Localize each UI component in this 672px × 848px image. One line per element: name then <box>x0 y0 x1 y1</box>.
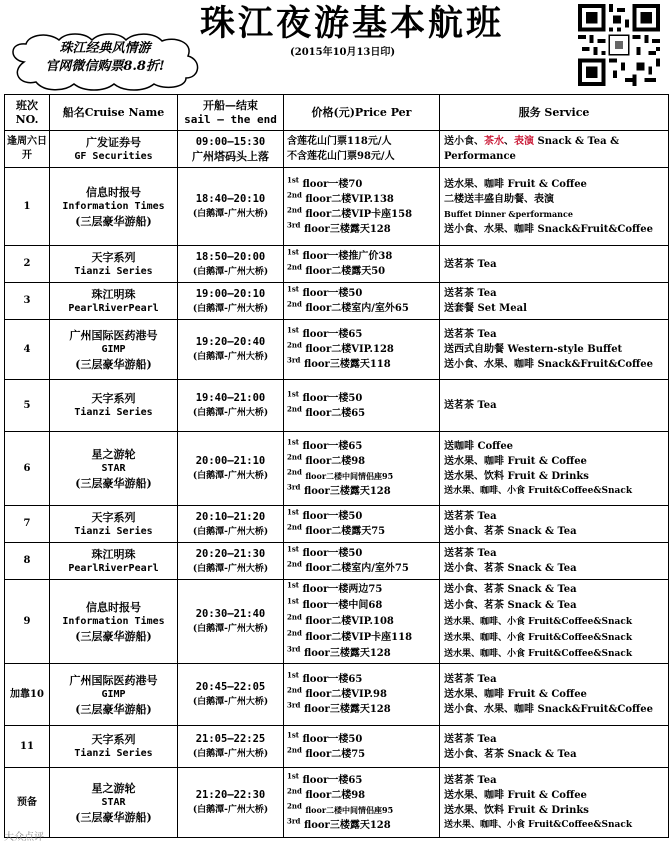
price-line: $^{2nd}$ floor二楼中间情侣座95 <box>287 802 394 815</box>
price-line: $^{2nd}$ floor二楼98 <box>287 453 366 467</box>
sail-route: (白鹅潭-广州大桥) <box>192 526 269 537</box>
cell-price <box>284 168 440 246</box>
promo-text <box>20 40 190 76</box>
service-line: 送水果、咖啡 Fruit & Coffee <box>444 178 587 190</box>
price-line: $^{1st}$ floor一楼65 <box>287 772 363 786</box>
sail-time: 19:40—21:00 <box>195 392 266 404</box>
service-line: 送茗茶 Tea <box>444 288 497 299</box>
service-line: 送小食、茗茶 Snack & Tea <box>444 526 577 537</box>
cell-price <box>284 664 440 726</box>
cell-time <box>178 168 284 246</box>
price-line: $^{2nd}$ floor二楼VIP.98 <box>287 687 387 700</box>
ship-name-cn: 珠江明珠 <box>91 547 136 561</box>
table-row <box>5 380 669 432</box>
cell-service <box>440 726 669 768</box>
price-line: $^{1st}$ floor一楼50 <box>287 286 363 299</box>
table-row <box>5 131 669 168</box>
header-price: 价格(元)Price Per <box>284 95 440 131</box>
service-line: 送水果、咖啡、小食 Fruit&Coffee&Snack <box>444 616 633 627</box>
ship-name-en: Tianzi Series <box>74 265 153 277</box>
sail-time: 21:20—22:30 <box>195 789 266 801</box>
cell-no: 9 <box>5 580 50 664</box>
table-row <box>5 768 669 838</box>
header-time-line1: 开船—结束 <box>203 98 258 112</box>
service-line: 送水果、咖啡 Fruit & Coffee <box>444 455 587 467</box>
sail-time: 18:40—20:10 <box>195 193 266 205</box>
table-row <box>5 664 669 726</box>
ship-note: (三层豪华游船) <box>75 702 152 716</box>
service-line: 送茗茶 Tea <box>444 774 497 786</box>
sail-time: 20:00—21:10 <box>195 455 266 467</box>
cell-service <box>440 283 669 320</box>
sail-route: (白鹅潭-广州大桥) <box>192 805 269 815</box>
cell-price <box>284 768 440 838</box>
ship-name-en: STAR <box>101 796 126 808</box>
cell-service <box>440 580 669 664</box>
sail-time: 20:45—22:05 <box>195 681 266 693</box>
ship-note: (三层豪华游船) <box>75 476 152 490</box>
service-line: 送咖啡 Coffee <box>444 440 514 452</box>
ship-name-cn: 广发证券号 <box>86 135 141 149</box>
cell-time <box>178 131 284 168</box>
price-line: $^{2nd}$ floor二楼室内/室外75 <box>287 561 409 574</box>
service-line: 送小食、茗茶 Snack & Tea <box>444 563 577 574</box>
service-line: 送小食、茗茶 Snack & Tea <box>444 599 577 611</box>
cell-ship <box>50 664 178 726</box>
service-line: 送小食、水果、咖啡 Snack&Fruit&Coffee <box>444 359 653 370</box>
service-line: 送水果、咖啡 Fruit & Coffee <box>444 689 587 700</box>
ship-name-cn: 珠江明珠 <box>91 287 136 301</box>
ship-name-cn: 天字系列 <box>91 510 136 524</box>
cell-time <box>178 768 284 838</box>
table-row <box>5 432 669 506</box>
watermark: 大众点评 <box>4 832 44 843</box>
cell-no: 6 <box>5 432 50 506</box>
service-line: 送茗茶 Tea <box>444 329 497 340</box>
price-line: $^{3rd}$ floor三楼露天118 <box>287 357 391 370</box>
cell-price <box>284 246 440 283</box>
price-line: $^{2nd}$ floor二楼VIP卡座118 <box>287 629 413 643</box>
cell-ship <box>50 580 178 664</box>
price-line: $^{1st}$ floor一楼两边75 <box>287 581 383 595</box>
header-time <box>178 95 284 131</box>
cell-ship <box>50 543 178 580</box>
sail-route: 广州塔码头上落 <box>192 149 269 163</box>
page-title: 珠江夜游基本航班 <box>200 3 505 44</box>
ship-name-en: Information Times <box>62 200 165 212</box>
cell-time <box>178 432 284 506</box>
service-line: 送西式自助餐 Western-style Buffet <box>444 344 623 355</box>
price-line: $^{1st}$ floor一楼50 <box>287 546 363 559</box>
price-line: 不含莲花山门票98元/人 <box>287 151 395 162</box>
cell-price <box>284 283 440 320</box>
price-line: $^{2nd}$ floor二楼65 <box>287 405 366 419</box>
price-line: $^{2nd}$ floor二楼98 <box>287 787 366 801</box>
sail-time: 19:00—20:10 <box>195 287 266 300</box>
table-row <box>5 320 669 380</box>
qr-code-icon <box>578 4 660 86</box>
cell-price <box>284 432 440 506</box>
cell-ship <box>50 726 178 768</box>
sail-time: 19:20—20:40 <box>195 336 266 348</box>
price-line: $^{1st}$ floor一楼65 <box>287 327 363 340</box>
cell-service <box>440 246 669 283</box>
ship-name-cn: 广州国际医药港号 <box>69 328 158 342</box>
price-line: $^{1st}$ floor一楼中间68 <box>287 597 383 611</box>
price-line: $^{2nd}$ floor二楼室内/室外65 <box>287 301 409 314</box>
ship-name-en: Tianzi Series <box>74 407 153 418</box>
sail-route: (白鹅潭-广州大桥) <box>192 209 269 219</box>
ship-name-cn: 信息时报号 <box>86 185 141 199</box>
service-line: 送小食、茗茶 Snack & Tea <box>444 748 577 760</box>
service-line: Performance <box>444 151 516 162</box>
service-line: 二楼送丰盛自助餐、表演 <box>444 193 554 205</box>
service-line: 送茗茶 Tea <box>444 258 497 270</box>
service-line: 送小食、水果、咖啡 Snack&Fruit&Coffee <box>444 223 653 235</box>
table-row <box>5 283 669 320</box>
ship-name-en: PearlRiverPearl <box>68 562 159 574</box>
ship-name-cn: 星之游轮 <box>91 447 136 461</box>
cell-no: 8 <box>5 543 50 580</box>
header-ship: 船名Cruise Name <box>50 95 178 131</box>
price-line: $^{3rd}$ floor三楼露天128 <box>287 817 391 831</box>
ship-name-cn: 天字系列 <box>91 392 136 405</box>
cell-service <box>440 664 669 726</box>
cell-ship <box>50 380 178 432</box>
cell-no: 预备 <box>5 768 50 838</box>
ship-note: (三层豪华游船) <box>75 810 152 824</box>
cell-service <box>440 506 669 543</box>
cell-price <box>284 380 440 432</box>
price-line: $^{3rd}$ floor三楼露天128 <box>287 483 391 497</box>
sail-time: 21:05—22:25 <box>195 733 266 745</box>
service-line: Buffet Dinner &performance <box>444 208 573 219</box>
cell-time <box>178 320 284 380</box>
cell-price <box>284 580 440 664</box>
cell-ship <box>50 320 178 380</box>
price-line: $^{2nd}$ floor二楼露天50 <box>287 264 386 277</box>
price-line: $^{3rd}$ floor三楼露天128 <box>287 221 391 235</box>
service-line: 送茗茶 Tea <box>444 733 497 745</box>
ship-name-cn: 信息时报号 <box>86 600 141 614</box>
price-line: $^{2nd}$ floor二楼中间情侣座95 <box>287 468 394 481</box>
ship-name-cn: 广州国际医药港号 <box>69 673 158 687</box>
sail-route: (白鹅潭-广州大桥) <box>192 471 269 481</box>
ship-name-en: STAR <box>101 462 126 474</box>
sail-time: 20:10—21:20 <box>195 510 266 523</box>
cell-no: 5 <box>5 380 50 432</box>
service-line: 送茗茶 Tea <box>444 548 497 559</box>
service-line: 送水果、咖啡、小食 Fruit&Coffee&Snack <box>444 648 633 659</box>
price-line: $^{1st}$ floor一楼推广价38 <box>287 249 393 262</box>
cell-no: 4 <box>5 320 50 380</box>
service-line: 送套餐 Set Meal <box>444 303 527 314</box>
cell-no: 11 <box>5 726 50 768</box>
promo-line-2: 官网微信购票8.8折! <box>45 59 165 74</box>
sail-time: 20:20—21:30 <box>195 547 266 560</box>
table-header-row <box>5 95 669 131</box>
sail-route: (白鹅潭-广州大桥) <box>192 408 269 418</box>
cell-service <box>440 168 669 246</box>
table-row <box>5 543 669 580</box>
cell-time <box>178 246 284 283</box>
price-line: $^{2nd}$ floor二楼VIP.108 <box>287 613 394 627</box>
table-row <box>5 506 669 543</box>
cell-service <box>440 320 669 380</box>
ship-name-en: Tianzi Series <box>74 525 153 537</box>
ship-note: (三层豪华游船) <box>75 357 152 371</box>
price-line: $^{1st}$ floor一楼70 <box>287 176 363 190</box>
cell-ship <box>50 283 178 320</box>
service-line: 送小食、水果、咖啡 Snack&Fruit&Coffee <box>444 704 653 715</box>
table-row <box>5 246 669 283</box>
ship-name-cn: 天字系列 <box>91 733 136 746</box>
service-line: 送茗茶 Tea <box>444 400 497 411</box>
price-line: $^{3rd}$ floor三楼露天128 <box>287 645 391 659</box>
price-line: $^{1st}$ floor一楼50 <box>287 390 363 404</box>
cell-time <box>178 726 284 768</box>
sail-route: (白鹅潭-广州大桥) <box>192 749 269 759</box>
service-line: 送水果、咖啡、小食 Fruit&Coffee&Snack <box>444 819 633 830</box>
price-line: $^{3rd}$ floor三楼露天128 <box>287 702 391 715</box>
cell-ship <box>50 131 178 168</box>
cell-service <box>440 432 669 506</box>
cell-time <box>178 580 284 664</box>
cell-time <box>178 283 284 320</box>
ship-name-en: Tianzi Series <box>74 748 153 759</box>
sail-route: (白鹅潭-广州大桥) <box>192 352 269 362</box>
service-line: 送小食、茗茶 Snack & Tea <box>444 583 577 595</box>
cell-no: 1 <box>5 168 50 246</box>
cell-service <box>440 768 669 838</box>
cell-ship <box>50 168 178 246</box>
ship-name-cn: 星之游轮 <box>91 781 136 795</box>
cell-service <box>440 543 669 580</box>
price-line: $^{2nd}$ floor二楼VIP卡座158 <box>287 206 413 220</box>
cell-time <box>178 543 284 580</box>
service-line: 送小食、茶水、表演 Snack & Tea & <box>444 136 620 147</box>
cell-price <box>284 726 440 768</box>
sail-route: (白鹅潭-广州大桥) <box>192 563 269 574</box>
cell-ship <box>50 768 178 838</box>
service-line: 送水果、咖啡、小食 Fruit&Coffee&Snack <box>444 485 633 496</box>
sail-route: (白鹅潭-广州大桥) <box>192 266 269 277</box>
service-line: 送水果、咖啡、小食 Fruit&Coffee&Snack <box>444 632 633 643</box>
price-line: $^{1st}$ floor一楼65 <box>287 438 363 452</box>
cell-no: 2 <box>5 246 50 283</box>
service-line: 送茗茶 Tea <box>444 674 497 685</box>
header-service: 服务 Service <box>440 95 669 131</box>
price-line: $^{1st}$ floor一楼50 <box>287 509 363 522</box>
sail-time: 20:30—21:40 <box>195 608 266 620</box>
cell-ship <box>50 432 178 506</box>
service-line: 送水果、饮料 Fruit & Drinks <box>444 804 589 816</box>
price-line: 含莲花山门票118元/人 <box>287 136 392 147</box>
price-line: $^{1st}$ floor一楼50 <box>287 731 363 745</box>
cell-ship <box>50 246 178 283</box>
cell-no: 逢周六日开 <box>5 131 50 168</box>
table-row <box>5 726 669 768</box>
ship-name-en: GIMP <box>101 343 126 355</box>
price-line: $^{1st}$ floor一楼65 <box>287 672 363 685</box>
ship-name-en: Information Times <box>62 615 165 627</box>
header-no: 班次NO. <box>5 95 50 131</box>
price-line: $^{2nd}$ floor二楼露天75 <box>287 524 386 537</box>
ship-note: (三层豪华游船) <box>75 214 152 228</box>
ship-name-en: GIMP <box>101 688 126 700</box>
cell-no: 加靠10 <box>5 664 50 726</box>
sail-route: (白鹅潭-广州大桥) <box>192 624 269 634</box>
cell-time <box>178 506 284 543</box>
service-line: 送水果、饮料 Fruit & Drinks <box>444 470 589 482</box>
cruise-schedule-table <box>4 94 669 838</box>
ship-name-cn: 天字系列 <box>91 250 136 264</box>
print-date: (2015年10月13日印) <box>290 47 396 58</box>
price-line: $^{2nd}$ floor二楼VIP.138 <box>287 191 394 205</box>
price-line: $^{2nd}$ floor二楼VIP.128 <box>287 342 394 355</box>
cell-no: 3 <box>5 283 50 320</box>
sail-route: (白鹅潭-广州大桥) <box>192 303 269 314</box>
cell-price <box>284 320 440 380</box>
service-line: 送水果、咖啡 Fruit & Coffee <box>444 789 587 801</box>
cell-no: 7 <box>5 506 50 543</box>
cell-price <box>284 543 440 580</box>
sail-time: 18:50—20:00 <box>195 250 266 263</box>
cell-time <box>178 664 284 726</box>
cell-price <box>284 506 440 543</box>
table-row <box>5 168 669 246</box>
ship-note: (三层豪华游船) <box>75 629 152 643</box>
cell-price <box>284 131 440 168</box>
cell-service <box>440 131 669 168</box>
promo-line-1: 珠江经典风情游 <box>59 41 151 56</box>
cell-service <box>440 380 669 432</box>
cell-time <box>178 380 284 432</box>
price-line: $^{2nd}$ floor二楼75 <box>287 746 366 760</box>
header-time-line2: sail — the end <box>184 112 277 126</box>
sail-route: (白鹅潭-广州大桥) <box>192 697 269 707</box>
page-header <box>0 0 672 92</box>
cell-ship <box>50 506 178 543</box>
service-line: 送茗茶 Tea <box>444 511 497 522</box>
table-row <box>5 580 669 664</box>
ship-name-en: GF Securities <box>74 150 153 162</box>
ship-name-en: PearlRiverPearl <box>68 302 159 314</box>
sail-time: 09:00—15:30 <box>195 135 266 148</box>
